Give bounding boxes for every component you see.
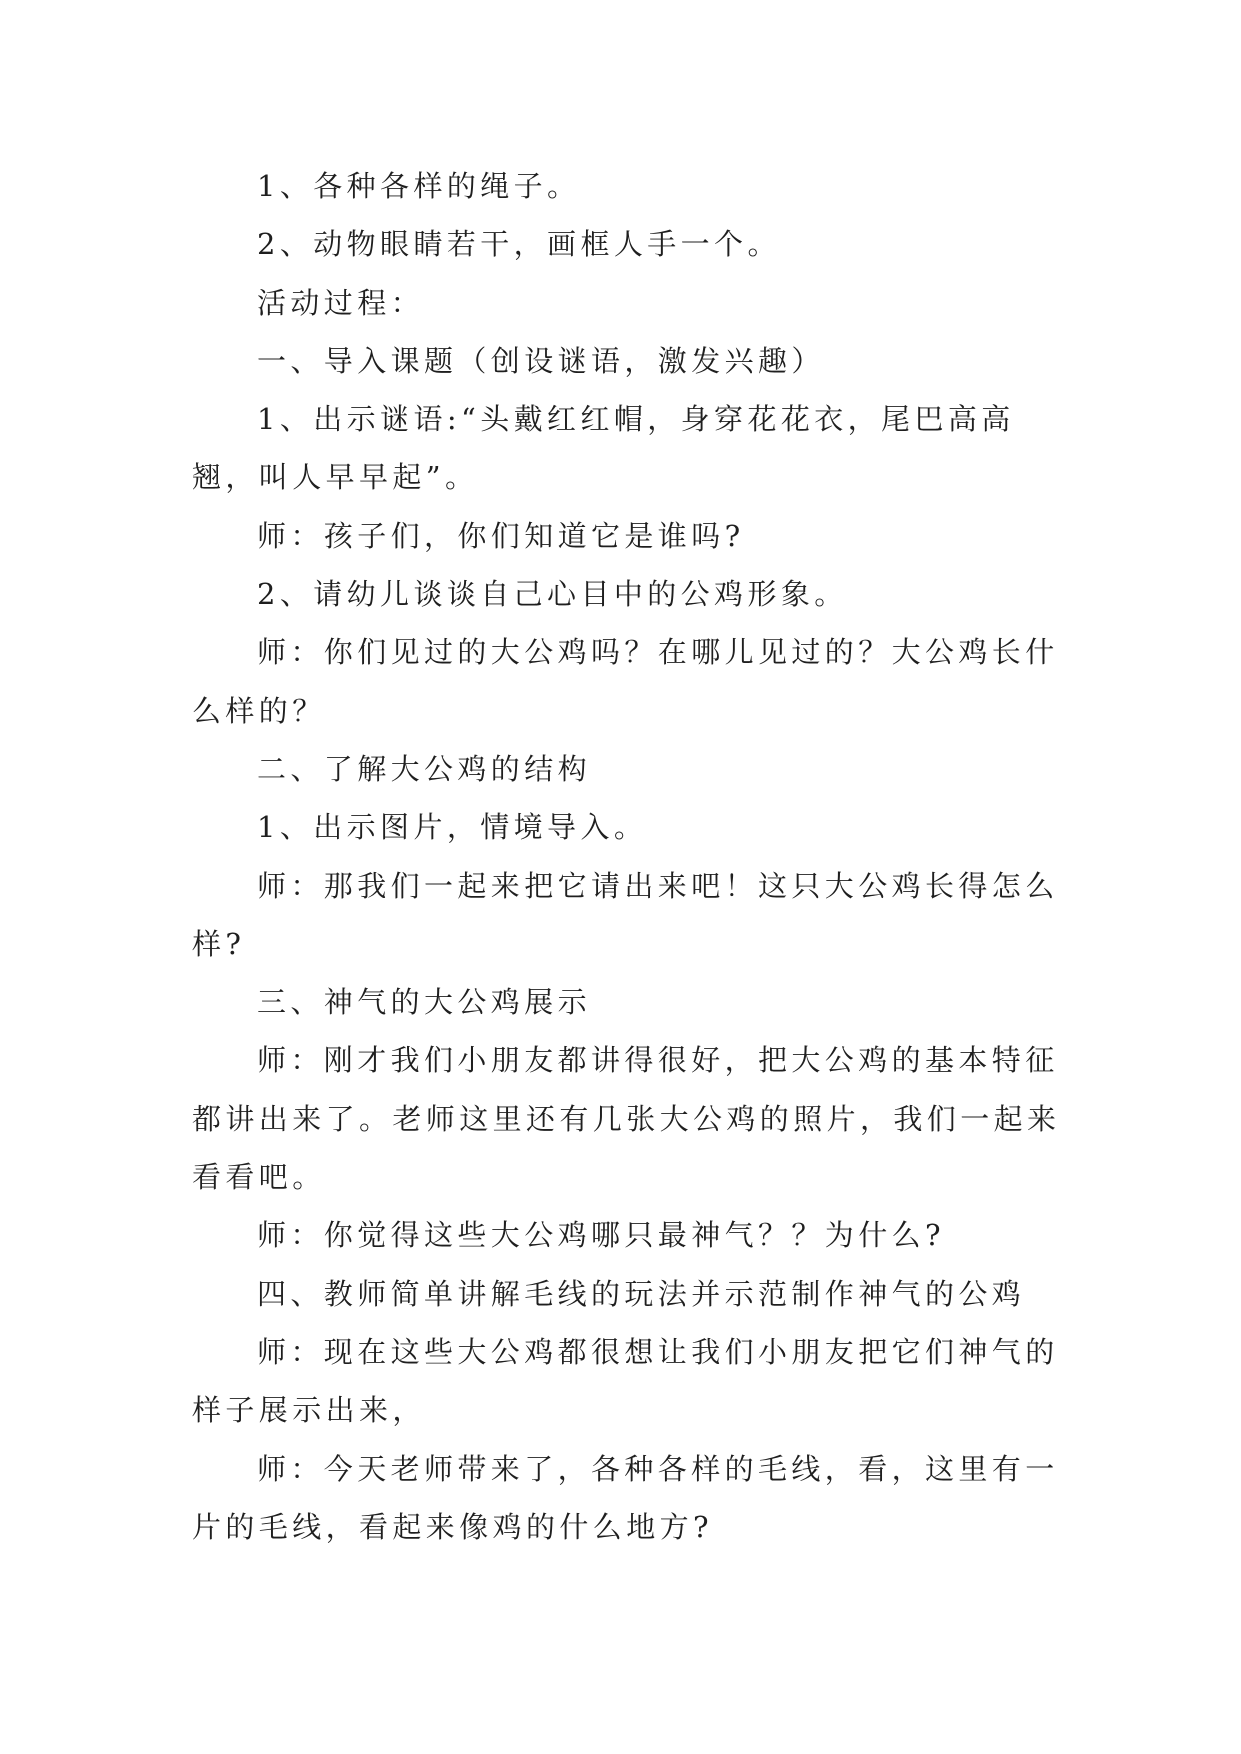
paragraph-teacher-question-3: 师：那我们一起来把它请出来吧！这只大公鸡长得怎么样? [192,868,1059,961]
paragraph-materials-1: 1、各种各样的绳子。 [257,169,581,203]
paragraph-show-picture: 1、出示图片，情境导入。 [257,810,648,845]
paragraph-teacher-praise: 师：刚才我们小朋友都讲得很好，把大公鸡的基本特征都讲出来了。老师这里还有几张大公鸡的照片，我们一起来看看吧。 [192,1043,1061,1195]
paragraph-riddle: 1、出示谜语:“头戴红红帽，身穿花花衣，尾巴高高翘，叫人早早起”。 [192,402,1015,495]
paragraph-teacher-yarn: 师：今天老师带来了，各种各样的毛线，看，这里有一片的毛线，看起来像鸡的什么地方? [192,1451,1059,1544]
paragraph-discussion: 2、请幼儿谈谈自己心目中的公鸡形象。 [257,577,848,612]
paragraph-teacher-question-2: 师：你们见过的大公鸡吗？在哪儿见过的？大公鸡长什么样的？ [192,635,1059,728]
paragraph-teacher-question-1: 师：孩子们，你们知道它是谁吗? [257,518,745,553]
section-heading-4: 四、教师简单讲解毛线的玩法并示范制作神气的公鸡 [257,1276,1026,1311]
section-heading-2: 二、了解大公鸡的结构 [257,751,592,786]
document-body [192,157,1064,1556]
section-heading-activity-process: 活动过程： [257,285,425,320]
paragraph-teacher-question-4: 师：你觉得这些大公鸡哪只最神气？？为什么? [257,1218,945,1253]
section-heading-3: 三、神气的大公鸡展示 [257,985,592,1020]
paragraph-teacher-intro: 师：现在这些大公鸡都很想让我们小朋友把它们神气的样子展示出来， [192,1334,1059,1428]
section-heading-1: 一、导入课题（创设谜语，激发兴趣） [257,343,825,378]
paragraph-materials-2: 2、动物眼睛若干，画框人手一个。 [257,227,781,262]
